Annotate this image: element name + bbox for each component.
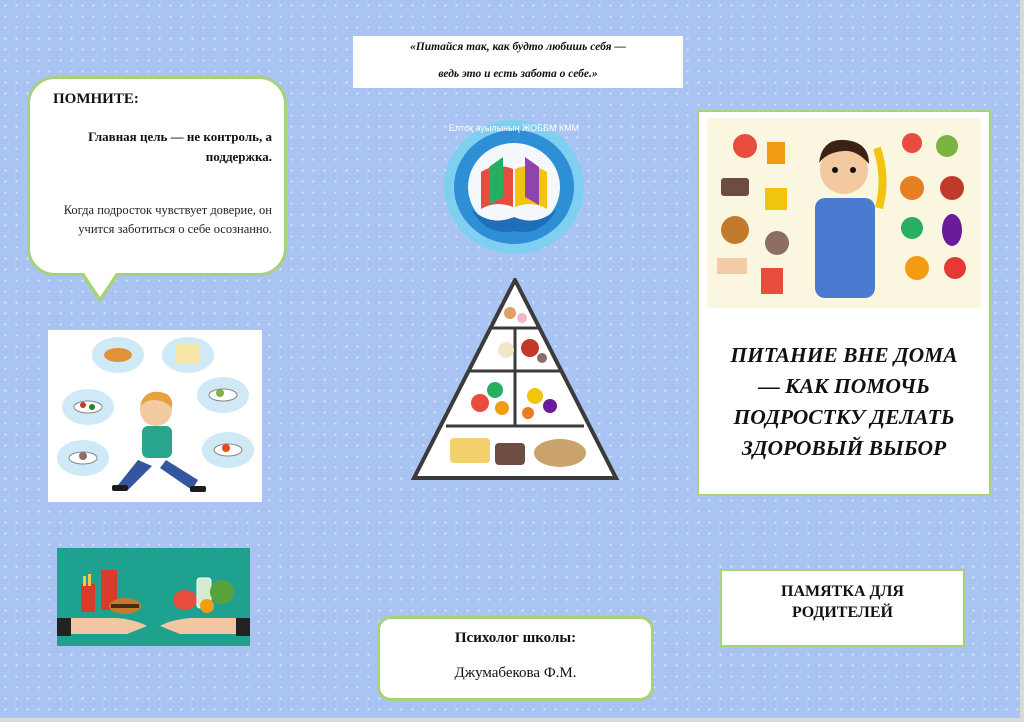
logo-text: Елтоқ ауылының ЖОББМ КММ bbox=[448, 123, 580, 133]
psychologist-box bbox=[377, 616, 654, 701]
boy-thinking-icon bbox=[48, 330, 262, 502]
memo-line-1: ПАМЯТКА ДЛЯ bbox=[781, 583, 904, 600]
boy-thinking-image bbox=[48, 330, 262, 502]
psychologist-name: Джумабекова Ф.М. bbox=[454, 665, 577, 681]
remember-main-goal: Главная цель — не контроль, а поддержка. bbox=[88, 129, 272, 164]
title-line-1: ПИТАНИЕ ВНЕ ДОМА bbox=[730, 343, 958, 367]
school-logo-icon bbox=[441, 117, 587, 257]
title-card bbox=[697, 110, 991, 496]
motto-quote bbox=[353, 36, 683, 88]
psychologist-title: Психолог школы: bbox=[454, 630, 577, 646]
quote-line-2: ведь это и есть забота о себе.» bbox=[438, 68, 598, 80]
remember-text: Когда подросток чувствует доверие, он учится заботиться о себе осознанно. bbox=[63, 203, 272, 236]
food-pyramid-icon bbox=[410, 278, 620, 480]
brochure-title bbox=[709, 340, 979, 464]
quote-line-1: «Питайся так, как будто любишь себя — bbox=[410, 41, 626, 53]
title-line-3: ПОДРОСТКУ ДЕЛАТЬ bbox=[733, 405, 955, 429]
food-pyramid-image bbox=[410, 278, 620, 480]
remember-title: ПОМНИТЕ: bbox=[53, 91, 139, 107]
bubble-tail-inner bbox=[82, 270, 118, 297]
memo-line-2: РОДИТЕЛЕЙ bbox=[792, 604, 893, 621]
fastfood-vs-healthy-icon bbox=[57, 548, 250, 646]
school-logo bbox=[441, 117, 587, 257]
title-line-2: — КАК ПОМОЧЬ bbox=[758, 374, 930, 398]
title-line-4: ЗДОРОВЫЙ ВЫБОР bbox=[741, 436, 947, 460]
teen-thinking-food-icon bbox=[707, 118, 981, 308]
parents-memo-box bbox=[720, 569, 965, 647]
fastfood-vs-healthy-image bbox=[57, 548, 250, 646]
remember-bubble bbox=[27, 76, 287, 276]
